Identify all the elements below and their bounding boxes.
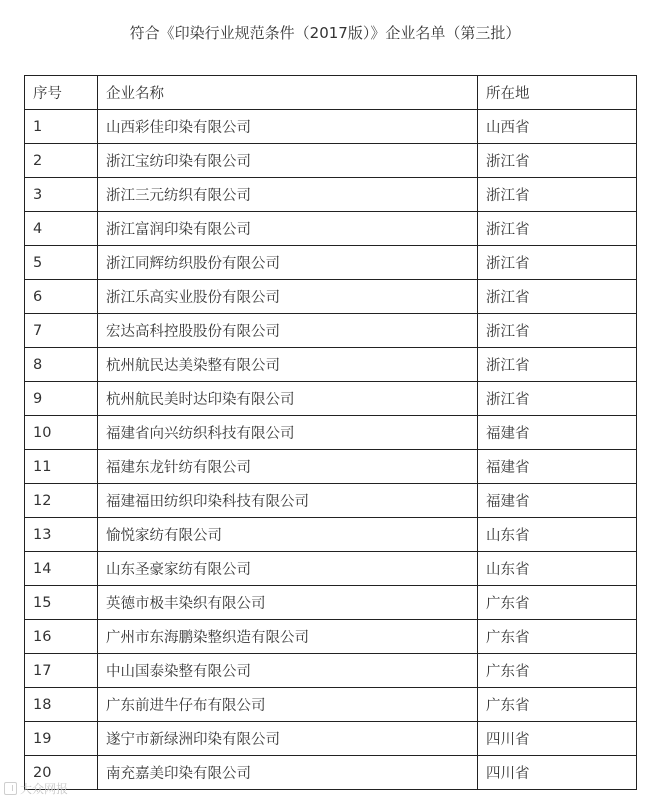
- table-row: [25, 246, 637, 280]
- cell-serial-number: 6: [25, 280, 98, 314]
- cell-serial-number: 9: [25, 382, 98, 416]
- table-row: [25, 654, 637, 688]
- cell-location: 浙江省: [478, 314, 637, 348]
- cell-serial-number: 16: [25, 620, 98, 654]
- table-row: [25, 518, 637, 552]
- cell-location: 福建省: [478, 484, 637, 518]
- cell-serial-number: 13: [25, 518, 98, 552]
- cell-location: 广东省: [478, 688, 637, 722]
- table-row: [25, 110, 637, 144]
- cell-serial-number: 7: [25, 314, 98, 348]
- cell-enterprise-name: 遂宁市新绿洲印染有限公司: [98, 722, 478, 756]
- cell-location: 浙江省: [478, 212, 637, 246]
- cell-enterprise-name: 广东前进牛仔布有限公司: [98, 688, 478, 722]
- header-serial-number: 序号: [25, 76, 98, 110]
- table-row: [25, 484, 637, 518]
- header-enterprise-name: 企业名称: [98, 76, 478, 110]
- cell-enterprise-name: 广州市东海鹏染整织造有限公司: [98, 620, 478, 654]
- cell-enterprise-name: 福建福田纺织印染科技有限公司: [98, 484, 478, 518]
- enterprise-table: [24, 75, 637, 790]
- watermark-text: 大众网报: [20, 782, 69, 796]
- cell-enterprise-name: 愉悦家纺有限公司: [98, 518, 478, 552]
- cell-serial-number: 3: [25, 178, 98, 212]
- table-row: [25, 212, 637, 246]
- cell-location: 山东省: [478, 552, 637, 586]
- table-body: [25, 110, 637, 790]
- cell-enterprise-name: 浙江富润印染有限公司: [98, 212, 478, 246]
- cell-serial-number: 8: [25, 348, 98, 382]
- cell-serial-number: 4: [25, 212, 98, 246]
- watermark: [4, 780, 68, 797]
- cell-serial-number: 1: [25, 110, 98, 144]
- cell-enterprise-name: 杭州航民美时达印染有限公司: [98, 382, 478, 416]
- table-row: [25, 280, 637, 314]
- cell-enterprise-name: 山西彩佳印染有限公司: [98, 110, 478, 144]
- cell-enterprise-name: 浙江宝纺印染有限公司: [98, 144, 478, 178]
- cell-serial-number: 12: [25, 484, 98, 518]
- cell-serial-number: 18: [25, 688, 98, 722]
- cell-location: 山东省: [478, 518, 637, 552]
- cell-location: 广东省: [478, 654, 637, 688]
- cell-location: 福建省: [478, 416, 637, 450]
- watermark-logo-icon: [4, 782, 17, 795]
- cell-serial-number: 17: [25, 654, 98, 688]
- table-row: [25, 450, 637, 484]
- table-row: [25, 178, 637, 212]
- header-location: 所在地: [478, 76, 637, 110]
- cell-enterprise-name: 浙江同辉纺织股份有限公司: [98, 246, 478, 280]
- cell-location: 福建省: [478, 450, 637, 484]
- table-header-row: [25, 76, 637, 110]
- table-row: [25, 586, 637, 620]
- table-row: [25, 552, 637, 586]
- cell-serial-number: 2: [25, 144, 98, 178]
- cell-location: 山西省: [478, 110, 637, 144]
- cell-location: 广东省: [478, 586, 637, 620]
- cell-serial-number: 5: [25, 246, 98, 280]
- cell-serial-number: 11: [25, 450, 98, 484]
- cell-serial-number: 10: [25, 416, 98, 450]
- cell-location: 浙江省: [478, 144, 637, 178]
- table-row: [25, 416, 637, 450]
- cell-enterprise-name: 宏达高科控股股份有限公司: [98, 314, 478, 348]
- table-row: [25, 382, 637, 416]
- table-row: [25, 348, 637, 382]
- cell-enterprise-name: 浙江三元纺织有限公司: [98, 178, 478, 212]
- cell-serial-number: 20: [25, 756, 98, 790]
- table-row: [25, 314, 637, 348]
- table-row: [25, 722, 637, 756]
- cell-enterprise-name: 南充嘉美印染有限公司: [98, 756, 478, 790]
- table-row: [25, 688, 637, 722]
- cell-enterprise-name: 英德市极丰染织有限公司: [98, 586, 478, 620]
- cell-location: 四川省: [478, 722, 637, 756]
- cell-location: 浙江省: [478, 280, 637, 314]
- cell-enterprise-name: 福建东龙针纺有限公司: [98, 450, 478, 484]
- cell-serial-number: 14: [25, 552, 98, 586]
- cell-enterprise-name: 中山国泰染整有限公司: [98, 654, 478, 688]
- cell-location: 浙江省: [478, 246, 637, 280]
- cell-enterprise-name: 福建省向兴纺织科技有限公司: [98, 416, 478, 450]
- cell-location: 浙江省: [478, 178, 637, 212]
- table-row: [25, 756, 637, 790]
- cell-enterprise-name: 浙江乐高实业股份有限公司: [98, 280, 478, 314]
- page-title: 符合《印染行业规范条件（2017版）》企业名单（第三批）: [129, 24, 521, 42]
- cell-location: 广东省: [478, 620, 637, 654]
- table-row: [25, 620, 637, 654]
- cell-serial-number: 19: [25, 722, 98, 756]
- table-row: [25, 144, 637, 178]
- cell-location: 浙江省: [478, 382, 637, 416]
- cell-enterprise-name: 杭州航民达美染整有限公司: [98, 348, 478, 382]
- cell-enterprise-name: 山东圣豪家纺有限公司: [98, 552, 478, 586]
- cell-location: 浙江省: [478, 348, 637, 382]
- cell-serial-number: 15: [25, 586, 98, 620]
- cell-location: 四川省: [478, 756, 637, 790]
